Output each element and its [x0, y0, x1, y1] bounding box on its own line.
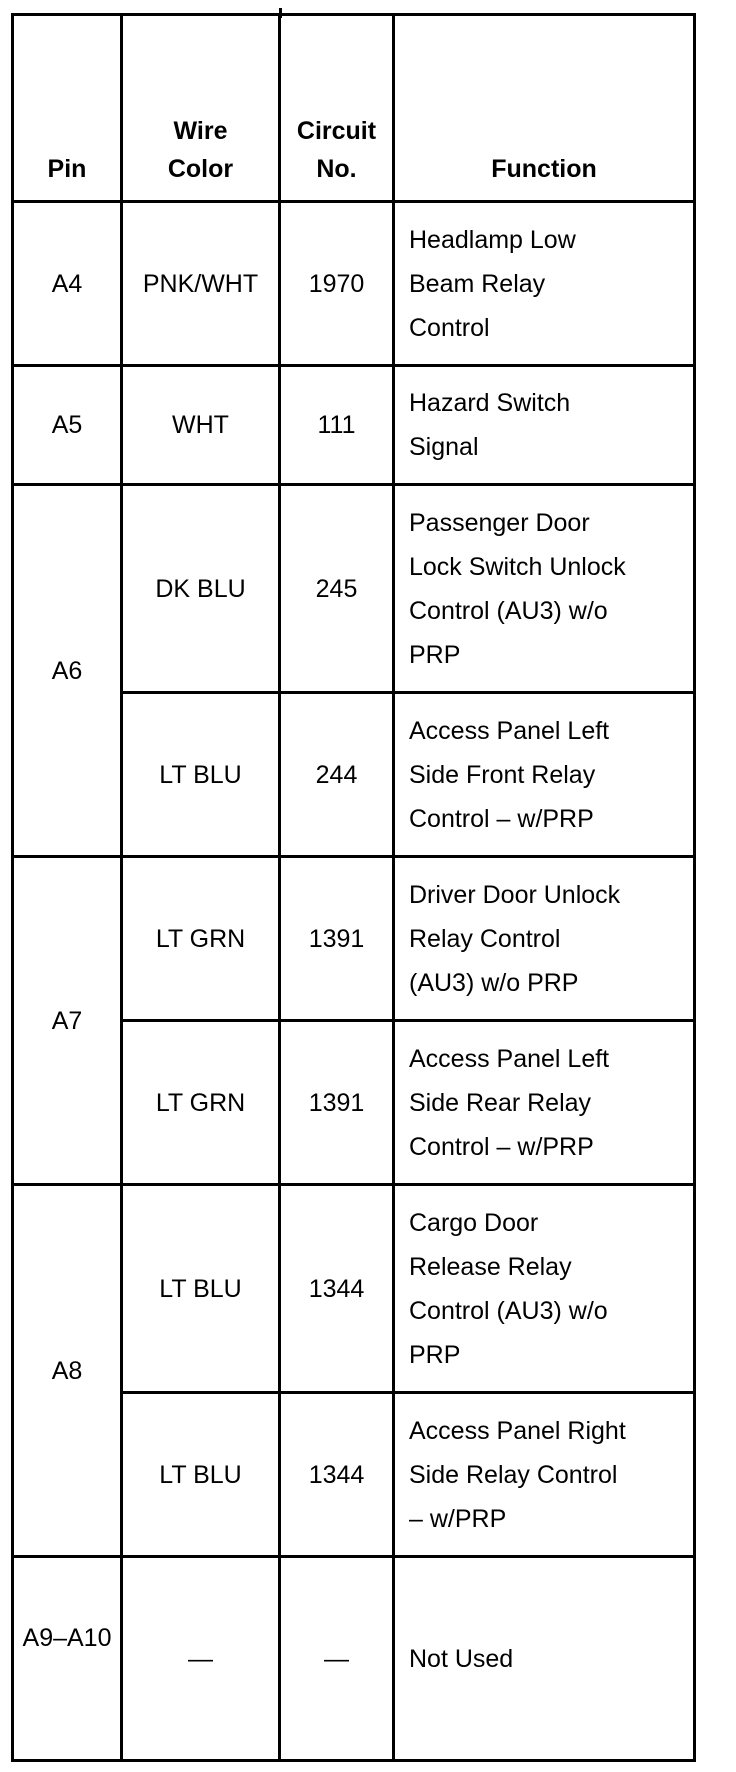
wire-color-cell: WHT [122, 366, 280, 485]
wire-color-cell: LT GRN [122, 1021, 280, 1185]
circuit-cell: 1344 [280, 1393, 394, 1557]
circuit-cell: 111 [280, 366, 394, 485]
circuit-cell: 245 [280, 485, 394, 693]
pin-cell: A8 [13, 1185, 122, 1557]
wire-color-cell: PNK/WHT [122, 202, 280, 366]
pin-cell: A7 [13, 857, 122, 1185]
table-row [13, 1557, 695, 1761]
header-circuit-no: Circuit No. [280, 15, 394, 202]
circuit-cell: 1391 [280, 857, 394, 1021]
pin-cell: A5 [13, 366, 122, 485]
pin-cell: A9–A10 [13, 1557, 122, 1761]
connector-pin-table [11, 13, 696, 1762]
pin-cell: A4 [13, 202, 122, 366]
table-row [13, 202, 695, 366]
table-row [13, 485, 695, 693]
function-cell: Cargo Door Release Relay Control (AU3) w/o PRP [394, 1185, 695, 1393]
circuit-cell: — [280, 1557, 394, 1761]
circuit-cell: 244 [280, 693, 394, 857]
function-cell: Driver Door Unlock Relay Control (AU3) w/o PRP [394, 857, 695, 1021]
wire-color-cell: — [122, 1557, 280, 1761]
header-function: Function [394, 15, 695, 202]
function-cell: Headlamp Low Beam Relay Control [394, 202, 695, 366]
table-row [13, 857, 695, 1021]
wire-color-cell: DK BLU [122, 485, 280, 693]
wire-color-cell: LT BLU [122, 693, 280, 857]
function-cell: Not Used [394, 1557, 695, 1761]
wire-color-cell: LT GRN [122, 857, 280, 1021]
pin-cell: A6 [13, 485, 122, 857]
header-pin: Pin [13, 15, 122, 202]
function-cell: Access Panel Right Side Relay Control – w/PRP [394, 1393, 695, 1557]
wire-color-cell: LT BLU [122, 1393, 280, 1557]
circuit-cell: 1344 [280, 1185, 394, 1393]
function-cell: Hazard Switch Signal [394, 366, 695, 485]
circuit-cell: 1391 [280, 1021, 394, 1185]
table-row [13, 366, 695, 485]
function-cell: Access Panel Left Side Front Relay Control – w/PRP [394, 693, 695, 857]
header-wire-color: Wire Color [122, 15, 280, 202]
circuit-cell: 1970 [280, 202, 394, 366]
wire-color-cell: LT BLU [122, 1185, 280, 1393]
function-cell: Access Panel Left Side Rear Relay Control – w/PRP [394, 1021, 695, 1185]
function-cell: Passenger Door Lock Switch Unlock Control (AU3) w/o PRP [394, 485, 695, 693]
header-row [13, 15, 695, 202]
table-row [13, 1185, 695, 1393]
